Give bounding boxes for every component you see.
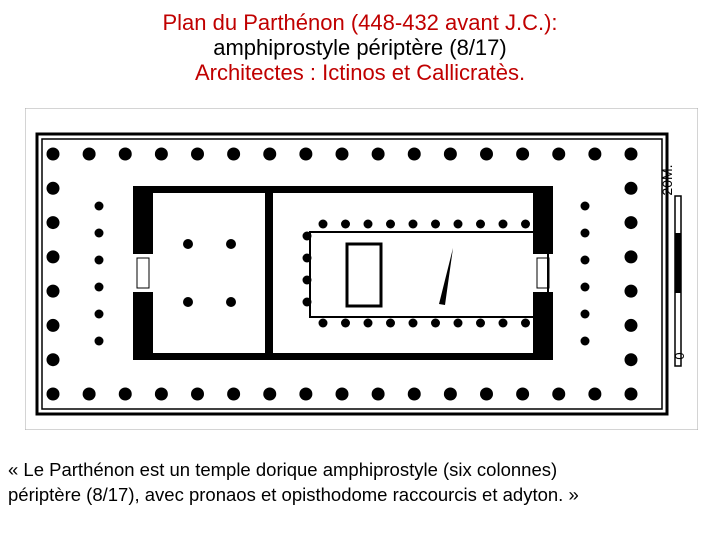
- porch-column: [581, 256, 590, 265]
- porch-column: [581, 283, 590, 292]
- naos-column: [476, 319, 485, 328]
- naos-column: [341, 220, 350, 229]
- column: [47, 319, 60, 332]
- column: [47, 148, 60, 161]
- column: [47, 285, 60, 298]
- naos-column: [364, 220, 373, 229]
- naos-column: [499, 319, 508, 328]
- porch-column: [95, 310, 104, 319]
- porch-column: [581, 310, 590, 319]
- naos-column: [521, 220, 530, 229]
- naos-column: [386, 319, 395, 328]
- column: [119, 388, 132, 401]
- column: [336, 388, 349, 401]
- column: [516, 388, 529, 401]
- parthenon-plan: [25, 108, 698, 430]
- naos-column: [319, 319, 328, 328]
- column: [155, 148, 168, 161]
- naos-column: [364, 319, 373, 328]
- naos-column: [454, 319, 463, 328]
- column: [227, 388, 240, 401]
- naos-column: [303, 276, 312, 285]
- naos-column: [386, 220, 395, 229]
- column: [227, 148, 240, 161]
- naos-column: [521, 319, 530, 328]
- column: [263, 388, 276, 401]
- porch-column: [95, 202, 104, 211]
- column: [480, 148, 493, 161]
- column: [299, 148, 312, 161]
- column: [444, 148, 457, 161]
- column: [588, 388, 601, 401]
- naos-column: [454, 220, 463, 229]
- column: [191, 148, 204, 161]
- column: [299, 388, 312, 401]
- column: [588, 148, 601, 161]
- porch-column: [581, 337, 590, 346]
- column: [625, 388, 638, 401]
- opisthodome-column: [183, 297, 193, 307]
- porch-column: [95, 256, 104, 265]
- naos-column: [341, 319, 350, 328]
- column: [408, 148, 421, 161]
- column: [47, 388, 60, 401]
- column: [625, 216, 638, 229]
- scale-bar: [675, 196, 681, 366]
- title-line-2: amphiprostyle périptère (8/17): [213, 35, 507, 60]
- title-line-3: Architectes : Ictinos et Callicratès.: [194, 60, 526, 85]
- naos-column: [303, 254, 312, 263]
- column: [263, 148, 276, 161]
- scale-label-top: 20M.: [659, 164, 675, 196]
- column: [47, 353, 60, 366]
- column: [191, 388, 204, 401]
- column: [155, 388, 168, 401]
- column: [47, 250, 60, 263]
- porch-column: [95, 229, 104, 238]
- column: [47, 182, 60, 195]
- caption: [8, 457, 714, 507]
- column: [625, 250, 638, 263]
- naos-column: [303, 298, 312, 307]
- scale-label-bottom: 0: [672, 352, 687, 360]
- column: [480, 388, 493, 401]
- naos-column: [431, 220, 440, 229]
- porch-column: [581, 229, 590, 238]
- column: [83, 148, 96, 161]
- column: [625, 148, 638, 161]
- column: [625, 319, 638, 332]
- opisthodome-column: [183, 239, 193, 249]
- naos-column: [409, 319, 418, 328]
- column: [336, 148, 349, 161]
- column: [625, 285, 638, 298]
- naos-column: [303, 232, 312, 241]
- slide-title: [0, 10, 720, 85]
- caption-line-2: périptère (8/17), avec pronaos et opisthodome raccourcis et adyton. »: [8, 484, 579, 505]
- porch-column: [581, 202, 590, 211]
- naos-column: [409, 220, 418, 229]
- porch-column: [95, 283, 104, 292]
- column: [444, 388, 457, 401]
- naos-column: [499, 220, 508, 229]
- title-line-1: Plan du Parthénon (448-432 avant J.C.):: [162, 10, 558, 35]
- column: [372, 148, 385, 161]
- column: [372, 388, 385, 401]
- column: [47, 216, 60, 229]
- caption-line-1: « Le Parthénon est un temple dorique amphiprostyle (six colonnes): [8, 459, 558, 480]
- column: [625, 353, 638, 366]
- column: [119, 148, 132, 161]
- naos-column: [476, 220, 485, 229]
- naos-column: [319, 220, 328, 229]
- column: [625, 182, 638, 195]
- column: [552, 148, 565, 161]
- opisthodome-column: [226, 239, 236, 249]
- west-door: [137, 258, 149, 288]
- column: [552, 388, 565, 401]
- column: [83, 388, 96, 401]
- column: [408, 388, 421, 401]
- porch-column: [95, 337, 104, 346]
- opisthodome-column: [226, 297, 236, 307]
- column: [516, 148, 529, 161]
- naos-column: [431, 319, 440, 328]
